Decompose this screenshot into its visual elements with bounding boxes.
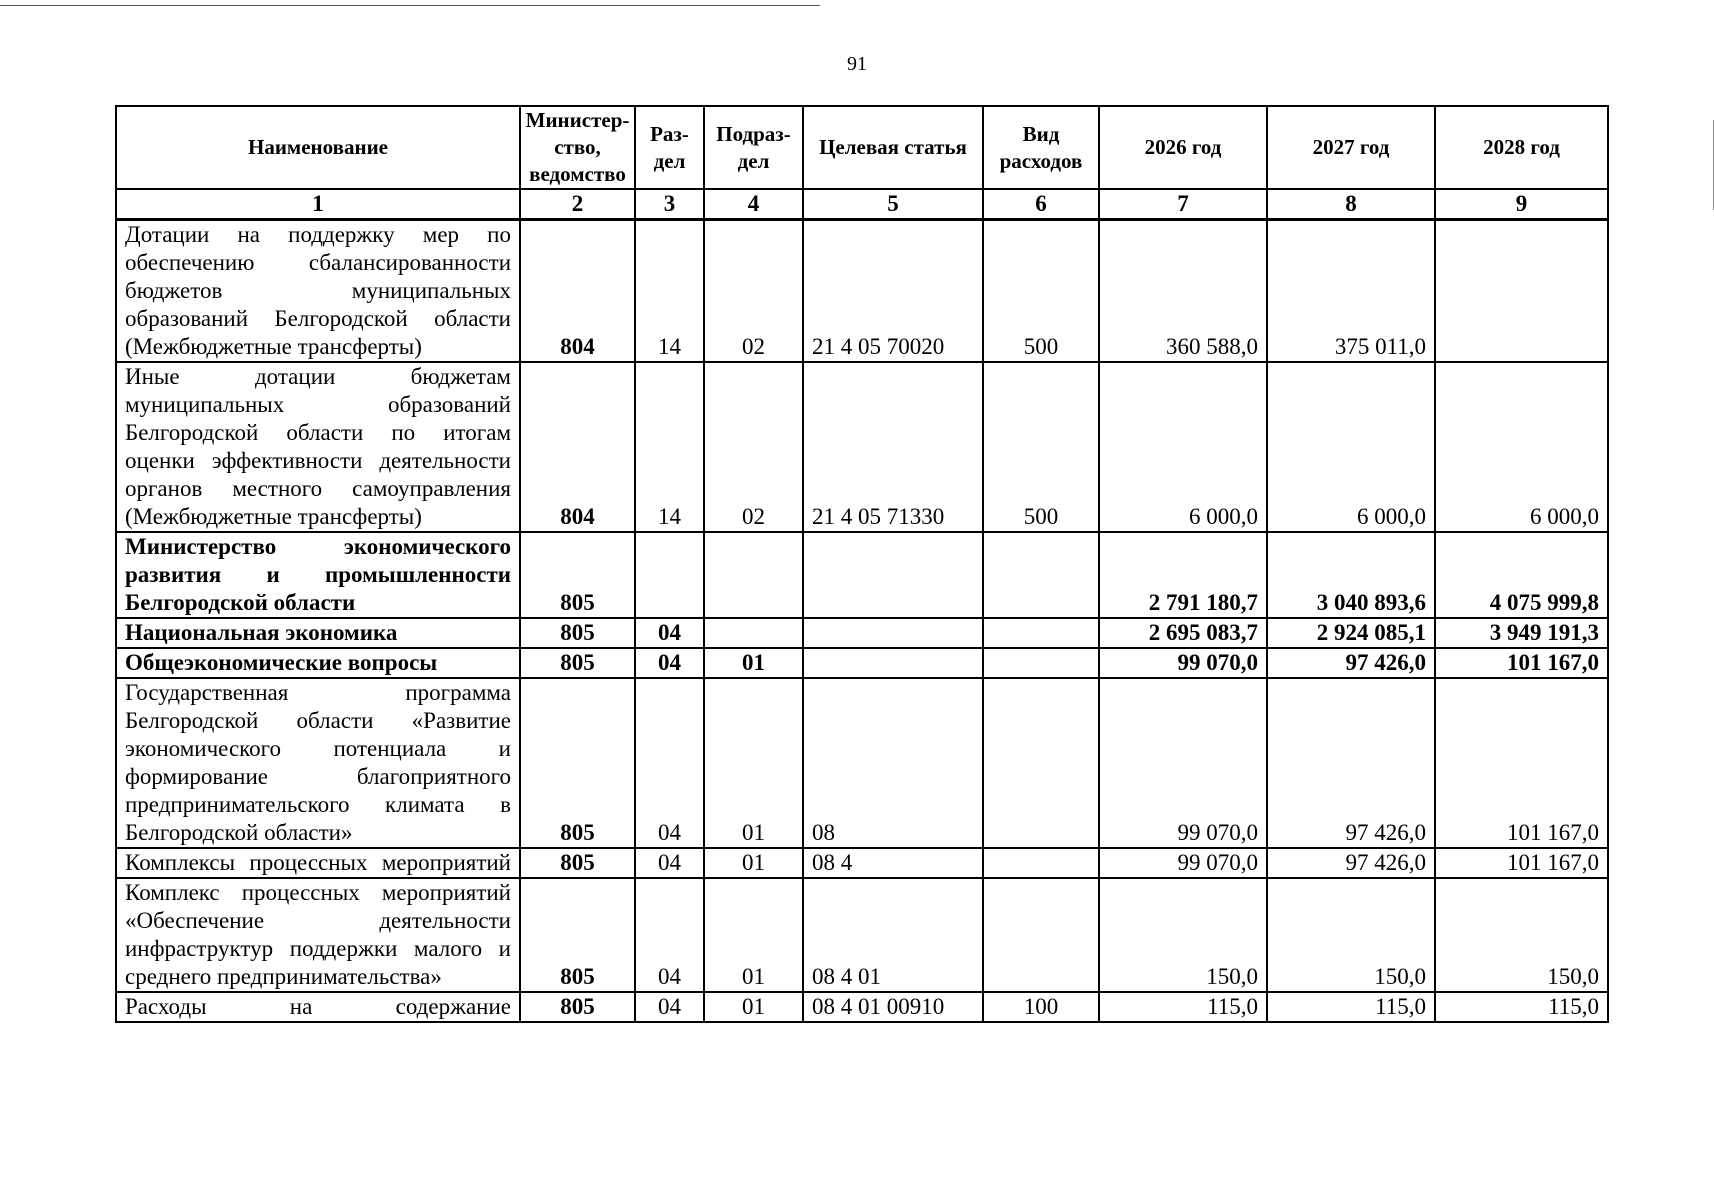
row-section: 04 [635,992,704,1022]
table-row [116,848,1608,878]
header-year-2026: 2026 год [1099,106,1267,189]
row-section: 04 [635,848,704,878]
column-number-row [116,189,1608,220]
table-row [116,878,1608,992]
row-ministry: 804 [520,220,635,363]
row-subsection: 01 [704,648,803,678]
table-row [116,618,1608,648]
row-section: 04 [635,648,704,678]
row-amount-2027: 115,0 [1267,992,1435,1022]
column-number: 4 [704,189,803,220]
row-amount-2028: 101 167,0 [1435,648,1608,678]
header-subsection: Подраз-дел [704,106,803,189]
row-amount-2026: 115,0 [1099,992,1267,1022]
header-target-article: Целевая статья [803,106,983,189]
table-row [116,362,1608,532]
row-section [635,532,704,618]
row-target-article: 08 [803,678,983,848]
table-body [116,220,1608,1023]
row-amount-2027: 150,0 [1267,878,1435,992]
row-section: 14 [635,220,704,363]
row-subsection: 02 [704,220,803,363]
row-amount-2027: 97 426,0 [1267,848,1435,878]
page-number: 91 [847,53,867,75]
row-amount-2026: 2 791 180,7 [1099,532,1267,618]
column-number: 8 [1267,189,1435,220]
row-name: Иные дотации бюджетам муниципальных образований Белгородской области по итогам оценки эффективности деятельности органов местного самоуправления (Межбюджетные трансферты) [116,362,520,532]
row-ministry: 805 [520,648,635,678]
table-row [116,220,1608,363]
table-header-row [116,106,1608,189]
budget-table [115,105,1609,1023]
row-amount-2027: 6 000,0 [1267,362,1435,532]
row-expense-type [983,848,1099,878]
row-target-article [803,618,983,648]
row-name: Общеэкономические вопросы [116,648,520,678]
row-target-article [803,532,983,618]
row-name: Министерство экономического развития и промышленности Белгородской области [116,532,520,618]
column-number: 2 [520,189,635,220]
row-ministry: 805 [520,618,635,648]
row-amount-2026: 99 070,0 [1099,848,1267,878]
row-subsection: 02 [704,362,803,532]
row-amount-2028: 115,0 [1435,992,1608,1022]
row-expense-type: 500 [983,362,1099,532]
table-row [116,648,1608,678]
row-amount-2026: 150,0 [1099,878,1267,992]
header-year-2027: 2027 год [1267,106,1435,189]
row-target-article: 08 4 [803,848,983,878]
row-expense-type: 100 [983,992,1099,1022]
row-amount-2027: 2 924 085,1 [1267,618,1435,648]
row-subsection [704,618,803,648]
table-row [116,992,1608,1022]
row-subsection: 01 [704,678,803,848]
row-expense-type [983,878,1099,992]
table-row [116,678,1608,848]
row-amount-2027: 97 426,0 [1267,678,1435,848]
scan-edge-line [0,5,820,6]
row-name: Дотации на поддержку мер по обеспечению сбалансированности бюджетов муниципальных образований Белгородской области (Межбюджетные трансферты) [116,220,520,363]
header-name: Наименование [116,106,520,189]
row-amount-2028: 101 167,0 [1435,678,1608,848]
row-subsection: 01 [704,878,803,992]
column-number: 6 [983,189,1099,220]
row-subsection: 01 [704,848,803,878]
row-ministry: 805 [520,992,635,1022]
row-ministry: 805 [520,878,635,992]
row-target-article: 21 4 05 70020 [803,220,983,363]
row-ministry: 805 [520,678,635,848]
row-expense-type [983,678,1099,848]
row-amount-2026: 2 695 083,7 [1099,618,1267,648]
row-expense-type: 500 [983,220,1099,363]
header-expense-type: Вид расходов [983,106,1099,189]
row-name: Комплексы процессных мероприятий [116,848,520,878]
header-year-2028: 2028 год [1435,106,1608,189]
row-name: Расходы на содержание [116,992,520,1022]
row-ministry: 805 [520,532,635,618]
column-number: 5 [803,189,983,220]
row-target-article: 08 4 01 00910 [803,992,983,1022]
row-amount-2028: 150,0 [1435,878,1608,992]
row-target-article: 08 4 01 [803,878,983,992]
column-number: 3 [635,189,704,220]
row-amount-2028: 4 075 999,8 [1435,532,1608,618]
row-amount-2027: 375 011,0 [1267,220,1435,363]
row-name: Комплекс процессных мероприятий «Обеспечение деятельности инфраструктур поддержки малого и среднего предпринимательства» [116,878,520,992]
row-amount-2027: 97 426,0 [1267,648,1435,678]
row-amount-2028: 3 949 191,3 [1435,618,1608,648]
row-subsection: 01 [704,992,803,1022]
row-amount-2028: 101 167,0 [1435,848,1608,878]
row-amount-2026: 99 070,0 [1099,678,1267,848]
row-expense-type [983,618,1099,648]
row-expense-type [983,532,1099,618]
header-ministry: Министер-ство, ведомство [520,106,635,189]
row-amount-2028: 6 000,0 [1435,362,1608,532]
row-section: 04 [635,678,704,848]
row-section: 14 [635,362,704,532]
row-amount-2028 [1435,220,1608,363]
row-expense-type [983,648,1099,678]
row-ministry: 804 [520,362,635,532]
row-name: Национальная экономика [116,618,520,648]
row-section: 04 [635,878,704,992]
column-number: 7 [1099,189,1267,220]
column-number: 1 [116,189,520,220]
row-target-article [803,648,983,678]
column-number: 9 [1435,189,1608,220]
row-ministry: 805 [520,848,635,878]
row-amount-2026: 360 588,0 [1099,220,1267,363]
table-row [116,532,1608,618]
row-section: 04 [635,618,704,648]
row-target-article: 21 4 05 71330 [803,362,983,532]
row-amount-2027: 3 040 893,6 [1267,532,1435,618]
row-amount-2026: 6 000,0 [1099,362,1267,532]
row-name: Государственная программа Белгородской области «Развитие экономического потенциала и формирование благоприятного предпринимательского климата в Белгородской области» [116,678,520,848]
row-subsection [704,532,803,618]
header-section: Раз-дел [635,106,704,189]
row-amount-2026: 99 070,0 [1099,648,1267,678]
